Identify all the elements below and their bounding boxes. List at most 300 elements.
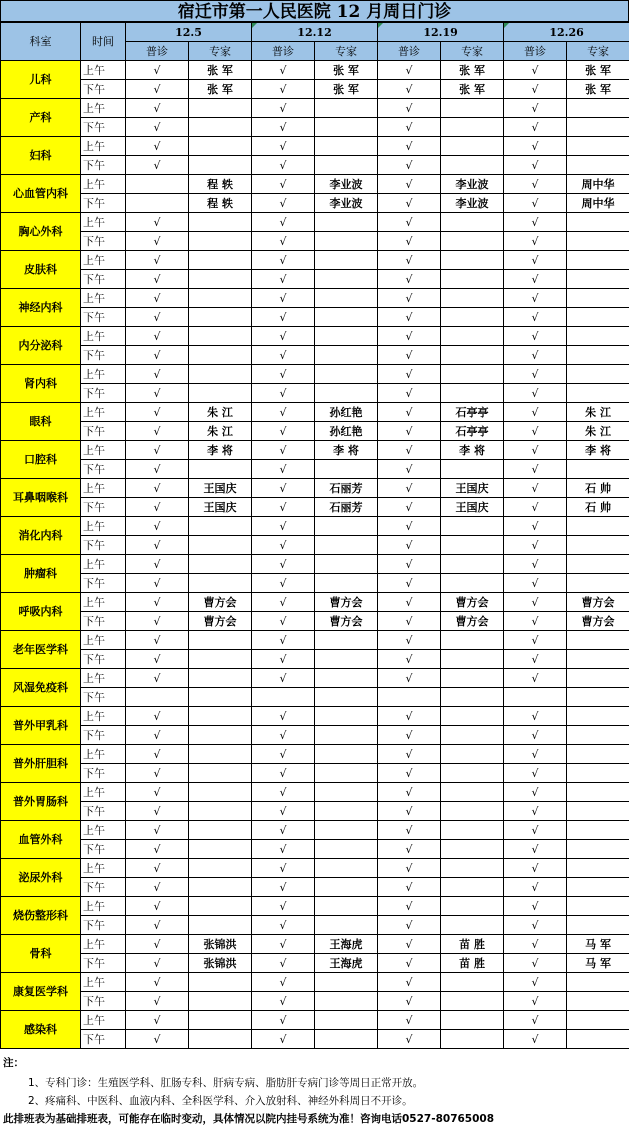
expert-doctor-cell — [315, 897, 378, 916]
general-clinic-cell — [126, 688, 189, 707]
expert-doctor-cell: 李 将 — [315, 441, 378, 460]
general-clinic-cell: √ — [252, 346, 315, 365]
general-clinic-cell: √ — [252, 859, 315, 878]
session-time: 下午 — [81, 232, 126, 251]
expert-doctor-cell — [441, 270, 504, 289]
expert-doctor-cell — [189, 821, 252, 840]
expert-doctor-cell — [441, 688, 504, 707]
expert-doctor-cell — [189, 745, 252, 764]
general-clinic-cell: √ — [378, 593, 441, 612]
date-header: 12.19 — [378, 23, 504, 42]
expert-doctor-cell — [189, 726, 252, 745]
table-row — [1, 840, 629, 859]
expert-doctor-cell — [315, 384, 378, 403]
expert-doctor-cell: 张 军 — [315, 61, 378, 80]
expert-doctor-cell — [441, 213, 504, 232]
session-time: 下午 — [81, 308, 126, 327]
expert-doctor-cell: 程 轶 — [189, 175, 252, 194]
general-clinic-cell: √ — [252, 574, 315, 593]
general-clinic-cell: √ — [504, 403, 567, 422]
expert-doctor-cell: 曹方会 — [441, 612, 504, 631]
general-clinic-cell: √ — [126, 764, 189, 783]
general-clinic-cell — [126, 194, 189, 213]
expert-doctor-cell — [567, 821, 629, 840]
expert-doctor-cell — [441, 840, 504, 859]
department-name: 心血管内科 — [1, 175, 81, 213]
session-time: 上午 — [81, 669, 126, 688]
session-time: 下午 — [81, 460, 126, 479]
general-clinic-cell: √ — [252, 916, 315, 935]
general-clinic-cell: √ — [252, 764, 315, 783]
table-row — [1, 650, 629, 669]
expert-doctor-cell — [441, 916, 504, 935]
table-row — [1, 859, 629, 878]
general-clinic-cell: √ — [126, 460, 189, 479]
expert-doctor-cell — [567, 213, 629, 232]
expert-doctor-cell — [567, 783, 629, 802]
table-row — [1, 764, 629, 783]
department-name: 妇科 — [1, 137, 81, 175]
expert-doctor-cell — [189, 308, 252, 327]
expert-doctor-cell: 朱 江 — [189, 422, 252, 441]
general-clinic-cell: √ — [378, 384, 441, 403]
general-clinic-cell: √ — [378, 517, 441, 536]
expert-doctor-cell — [441, 973, 504, 992]
expert-clinic-header: 专家 — [315, 42, 378, 61]
expert-doctor-cell — [315, 878, 378, 897]
general-clinic-cell: √ — [504, 517, 567, 536]
general-clinic-cell: √ — [378, 992, 441, 1011]
general-clinic-cell: √ — [126, 992, 189, 1011]
general-clinic-cell: √ — [252, 555, 315, 574]
expert-doctor-cell — [567, 365, 629, 384]
expert-doctor-cell — [441, 156, 504, 175]
general-clinic-cell: √ — [252, 460, 315, 479]
expert-doctor-cell — [567, 308, 629, 327]
general-clinic-cell: √ — [126, 270, 189, 289]
expert-doctor-cell: 张 军 — [441, 80, 504, 99]
general-clinic-cell: √ — [504, 137, 567, 156]
expert-doctor-cell: 张锦洪 — [189, 935, 252, 954]
table-row — [1, 954, 629, 973]
table-row — [1, 422, 629, 441]
expert-doctor-cell — [567, 726, 629, 745]
session-time: 上午 — [81, 897, 126, 916]
expert-doctor-cell — [441, 555, 504, 574]
expert-doctor-cell: 苗 胜 — [441, 954, 504, 973]
general-clinic-cell: √ — [378, 650, 441, 669]
general-clinic-cell: √ — [252, 631, 315, 650]
session-time: 下午 — [81, 688, 126, 707]
general-clinic-cell: √ — [252, 821, 315, 840]
expert-doctor-cell — [189, 707, 252, 726]
expert-doctor-cell — [315, 916, 378, 935]
general-clinic-cell: √ — [378, 536, 441, 555]
session-time: 下午 — [81, 346, 126, 365]
general-clinic-cell: √ — [126, 612, 189, 631]
expert-doctor-cell — [189, 232, 252, 251]
expert-doctor-cell — [189, 631, 252, 650]
general-clinic-cell: √ — [378, 764, 441, 783]
expert-doctor-cell — [315, 764, 378, 783]
expert-doctor-cell: 石 帅 — [567, 479, 629, 498]
session-time: 上午 — [81, 213, 126, 232]
general-clinic-cell: √ — [126, 631, 189, 650]
general-clinic-cell: √ — [126, 650, 189, 669]
general-clinic-cell: √ — [378, 232, 441, 251]
general-clinic-cell: √ — [378, 859, 441, 878]
expert-doctor-cell — [315, 802, 378, 821]
dept-header: 科室 — [1, 23, 81, 61]
general-clinic-cell: √ — [126, 232, 189, 251]
general-clinic-cell: √ — [504, 327, 567, 346]
general-clinic-cell: √ — [378, 821, 441, 840]
expert-doctor-cell — [189, 118, 252, 137]
general-clinic-cell: √ — [252, 479, 315, 498]
expert-doctor-cell: 苗 胜 — [441, 935, 504, 954]
expert-doctor-cell: 张 军 — [441, 61, 504, 80]
expert-doctor-cell — [441, 1030, 504, 1049]
general-clinic-cell: √ — [504, 992, 567, 1011]
expert-doctor-cell — [441, 783, 504, 802]
expert-doctor-cell: 张锦洪 — [189, 954, 252, 973]
general-clinic-cell: √ — [126, 308, 189, 327]
general-clinic-cell: √ — [504, 745, 567, 764]
expert-doctor-cell — [189, 365, 252, 384]
session-time: 下午 — [81, 650, 126, 669]
general-clinic-cell: √ — [126, 802, 189, 821]
general-clinic-cell: √ — [126, 707, 189, 726]
general-clinic-cell: √ — [504, 859, 567, 878]
general-clinic-cell: √ — [378, 270, 441, 289]
table-row — [1, 555, 629, 574]
expert-doctor-cell — [189, 536, 252, 555]
department-name: 肿瘤科 — [1, 555, 81, 593]
expert-doctor-cell: 张 军 — [189, 61, 252, 80]
expert-doctor-cell: 王国庆 — [441, 479, 504, 498]
general-clinic-cell: √ — [504, 118, 567, 137]
expert-doctor-cell — [441, 365, 504, 384]
expert-doctor-cell — [315, 270, 378, 289]
general-clinic-cell: √ — [504, 631, 567, 650]
expert-doctor-cell — [315, 365, 378, 384]
table-row — [1, 802, 629, 821]
schedule-table — [0, 22, 629, 1049]
expert-doctor-cell — [567, 289, 629, 308]
general-clinic-cell: √ — [504, 384, 567, 403]
general-clinic-cell: √ — [252, 441, 315, 460]
general-clinic-cell: √ — [504, 916, 567, 935]
expert-doctor-cell — [189, 916, 252, 935]
general-clinic-cell: √ — [504, 593, 567, 612]
department-name: 肾内科 — [1, 365, 81, 403]
general-clinic-cell: √ — [252, 194, 315, 213]
expert-doctor-cell: 曹方会 — [567, 593, 629, 612]
general-clinic-cell: √ — [252, 992, 315, 1011]
table-row — [1, 992, 629, 1011]
expert-doctor-cell: 李 将 — [441, 441, 504, 460]
general-clinic-cell: √ — [252, 99, 315, 118]
general-clinic-cell: √ — [126, 726, 189, 745]
expert-doctor-cell — [441, 289, 504, 308]
session-time: 下午 — [81, 384, 126, 403]
expert-doctor-cell: 王国庆 — [441, 498, 504, 517]
expert-doctor-cell — [189, 764, 252, 783]
session-time: 上午 — [81, 517, 126, 536]
expert-doctor-cell — [315, 688, 378, 707]
expert-doctor-cell — [441, 707, 504, 726]
expert-doctor-cell: 王国庆 — [189, 479, 252, 498]
expert-doctor-cell — [567, 688, 629, 707]
expert-doctor-cell — [567, 764, 629, 783]
session-time: 下午 — [81, 726, 126, 745]
general-clinic-cell: √ — [252, 517, 315, 536]
expert-doctor-cell — [189, 897, 252, 916]
expert-doctor-cell — [441, 802, 504, 821]
general-clinic-cell: √ — [252, 137, 315, 156]
session-time: 上午 — [81, 707, 126, 726]
expert-doctor-cell — [189, 270, 252, 289]
expert-doctor-cell: 曹方会 — [441, 593, 504, 612]
expert-doctor-cell: 孙红艳 — [315, 422, 378, 441]
date-header: 12.26 — [504, 23, 629, 42]
general-clinic-cell: √ — [378, 175, 441, 194]
general-clinic-cell: √ — [504, 707, 567, 726]
general-clinic-cell: √ — [252, 308, 315, 327]
expert-doctor-cell: 曹方会 — [189, 612, 252, 631]
general-clinic-cell: √ — [378, 783, 441, 802]
expert-doctor-cell — [567, 1011, 629, 1030]
general-clinic-cell: √ — [252, 327, 315, 346]
expert-doctor-cell — [189, 555, 252, 574]
expert-doctor-cell — [315, 289, 378, 308]
table-row — [1, 498, 629, 517]
general-clinic-cell: √ — [126, 517, 189, 536]
general-clinic-cell: √ — [378, 1030, 441, 1049]
expert-doctor-cell — [441, 384, 504, 403]
expert-doctor-cell — [189, 346, 252, 365]
expert-doctor-cell — [567, 1030, 629, 1049]
general-clinic-cell: √ — [126, 1030, 189, 1049]
general-clinic-cell: √ — [252, 384, 315, 403]
general-clinic-cell: √ — [378, 954, 441, 973]
general-clinic-cell: √ — [126, 897, 189, 916]
general-clinic-cell: √ — [126, 365, 189, 384]
expert-doctor-cell — [567, 232, 629, 251]
general-clinic-cell: √ — [378, 935, 441, 954]
general-clinic-header: 普诊 — [252, 42, 315, 61]
expert-doctor-cell — [567, 859, 629, 878]
general-clinic-cell: √ — [504, 175, 567, 194]
expert-doctor-cell: 曹方会 — [315, 593, 378, 612]
session-time: 上午 — [81, 61, 126, 80]
expert-doctor-cell — [567, 251, 629, 270]
general-clinic-cell: √ — [504, 232, 567, 251]
expert-doctor-cell — [315, 726, 378, 745]
table-row — [1, 612, 629, 631]
general-clinic-cell: √ — [504, 1030, 567, 1049]
expert-doctor-cell — [189, 1030, 252, 1049]
table-row — [1, 878, 629, 897]
session-time: 下午 — [81, 536, 126, 555]
table-row — [1, 593, 629, 612]
general-clinic-cell: √ — [504, 650, 567, 669]
expert-doctor-cell — [441, 859, 504, 878]
general-clinic-cell: √ — [252, 840, 315, 859]
session-time: 下午 — [81, 156, 126, 175]
session-time: 下午 — [81, 992, 126, 1011]
general-clinic-cell: √ — [378, 612, 441, 631]
general-clinic-cell: √ — [378, 897, 441, 916]
expert-doctor-cell — [315, 745, 378, 764]
general-clinic-cell: √ — [504, 194, 567, 213]
expert-doctor-cell: 李业波 — [441, 194, 504, 213]
general-clinic-cell: √ — [126, 213, 189, 232]
expert-doctor-cell — [441, 745, 504, 764]
session-time: 上午 — [81, 365, 126, 384]
table-row — [1, 707, 629, 726]
session-time: 下午 — [81, 422, 126, 441]
general-clinic-cell: √ — [378, 365, 441, 384]
expert-doctor-cell — [441, 992, 504, 1011]
expert-doctor-cell — [315, 308, 378, 327]
table-row — [1, 973, 629, 992]
expert-doctor-cell — [441, 232, 504, 251]
general-clinic-cell: √ — [252, 1030, 315, 1049]
expert-doctor-cell — [315, 346, 378, 365]
general-clinic-cell: √ — [126, 251, 189, 270]
expert-doctor-cell: 曹方会 — [567, 612, 629, 631]
department-name: 普外肝胆科 — [1, 745, 81, 783]
general-clinic-cell: √ — [504, 460, 567, 479]
general-clinic-cell: √ — [378, 403, 441, 422]
general-clinic-cell: √ — [252, 156, 315, 175]
general-clinic-cell: √ — [252, 118, 315, 137]
expert-doctor-cell — [189, 574, 252, 593]
expert-doctor-cell — [441, 897, 504, 916]
general-clinic-cell: √ — [126, 346, 189, 365]
session-time: 上午 — [81, 403, 126, 422]
general-clinic-cell: √ — [126, 384, 189, 403]
department-name: 康复医学科 — [1, 973, 81, 1011]
expert-doctor-cell — [567, 897, 629, 916]
expert-doctor-cell — [441, 669, 504, 688]
table-row — [1, 460, 629, 479]
table-row — [1, 232, 629, 251]
expert-doctor-cell — [441, 726, 504, 745]
department-name: 老年医学科 — [1, 631, 81, 669]
expert-doctor-cell: 张 军 — [567, 80, 629, 99]
general-clinic-cell: √ — [252, 783, 315, 802]
expert-doctor-cell — [189, 384, 252, 403]
department-name: 感染科 — [1, 1011, 81, 1049]
general-clinic-cell: √ — [378, 916, 441, 935]
expert-doctor-cell — [189, 99, 252, 118]
expert-doctor-cell: 朱 江 — [189, 403, 252, 422]
department-name: 儿科 — [1, 61, 81, 99]
expert-doctor-cell — [441, 137, 504, 156]
general-clinic-cell: √ — [504, 802, 567, 821]
general-clinic-cell: √ — [504, 479, 567, 498]
general-clinic-cell: √ — [378, 460, 441, 479]
table-row — [1, 308, 629, 327]
general-clinic-cell: √ — [252, 251, 315, 270]
expert-doctor-cell — [441, 574, 504, 593]
general-clinic-cell: √ — [126, 916, 189, 935]
general-clinic-cell: √ — [252, 802, 315, 821]
session-time: 下午 — [81, 498, 126, 517]
session-time: 下午 — [81, 1030, 126, 1049]
general-clinic-cell: √ — [126, 61, 189, 80]
expert-doctor-cell — [441, 460, 504, 479]
department-name: 消化内科 — [1, 517, 81, 555]
session-time: 上午 — [81, 1011, 126, 1030]
general-clinic-cell: √ — [378, 213, 441, 232]
general-clinic-cell: √ — [378, 555, 441, 574]
session-time: 下午 — [81, 840, 126, 859]
general-clinic-cell: √ — [252, 954, 315, 973]
general-clinic-cell: √ — [504, 441, 567, 460]
general-clinic-cell: √ — [378, 745, 441, 764]
expert-doctor-cell: 王海虎 — [315, 954, 378, 973]
expert-doctor-cell: 程 轶 — [189, 194, 252, 213]
expert-doctor-cell — [567, 517, 629, 536]
expert-doctor-cell — [315, 118, 378, 137]
general-clinic-cell: √ — [126, 973, 189, 992]
general-clinic-cell: √ — [126, 555, 189, 574]
department-name: 普外甲乳科 — [1, 707, 81, 745]
expert-doctor-cell: 张 军 — [189, 80, 252, 99]
general-clinic-cell: √ — [504, 61, 567, 80]
general-clinic-cell: √ — [126, 479, 189, 498]
general-clinic-cell: √ — [126, 99, 189, 118]
general-clinic-cell: √ — [504, 973, 567, 992]
expert-doctor-cell — [315, 99, 378, 118]
general-clinic-cell: √ — [504, 555, 567, 574]
expert-doctor-cell — [315, 821, 378, 840]
session-time: 上午 — [81, 327, 126, 346]
general-clinic-cell: √ — [504, 764, 567, 783]
general-clinic-cell — [378, 688, 441, 707]
expert-doctor-cell — [189, 156, 252, 175]
general-clinic-cell — [504, 688, 567, 707]
table-row — [1, 821, 629, 840]
expert-doctor-cell — [189, 992, 252, 1011]
table-row — [1, 99, 629, 118]
expert-doctor-cell — [567, 555, 629, 574]
table-row — [1, 270, 629, 289]
expert-doctor-cell: 李业波 — [315, 175, 378, 194]
expert-doctor-cell — [567, 840, 629, 859]
expert-doctor-cell — [189, 289, 252, 308]
expert-doctor-cell — [567, 460, 629, 479]
general-clinic-cell: √ — [504, 935, 567, 954]
expert-doctor-cell — [315, 1011, 378, 1030]
general-clinic-cell: √ — [126, 669, 189, 688]
expert-clinic-header: 专家 — [189, 42, 252, 61]
expert-doctor-cell — [567, 992, 629, 1011]
expert-doctor-cell: 李业波 — [315, 194, 378, 213]
expert-doctor-cell: 石亭亭 — [441, 422, 504, 441]
expert-doctor-cell: 李业波 — [441, 175, 504, 194]
expert-doctor-cell — [567, 137, 629, 156]
expert-doctor-cell — [189, 859, 252, 878]
general-clinic-cell: √ — [126, 289, 189, 308]
session-time: 上午 — [81, 441, 126, 460]
general-clinic-cell: √ — [126, 935, 189, 954]
expert-doctor-cell — [189, 840, 252, 859]
general-clinic-cell — [252, 688, 315, 707]
